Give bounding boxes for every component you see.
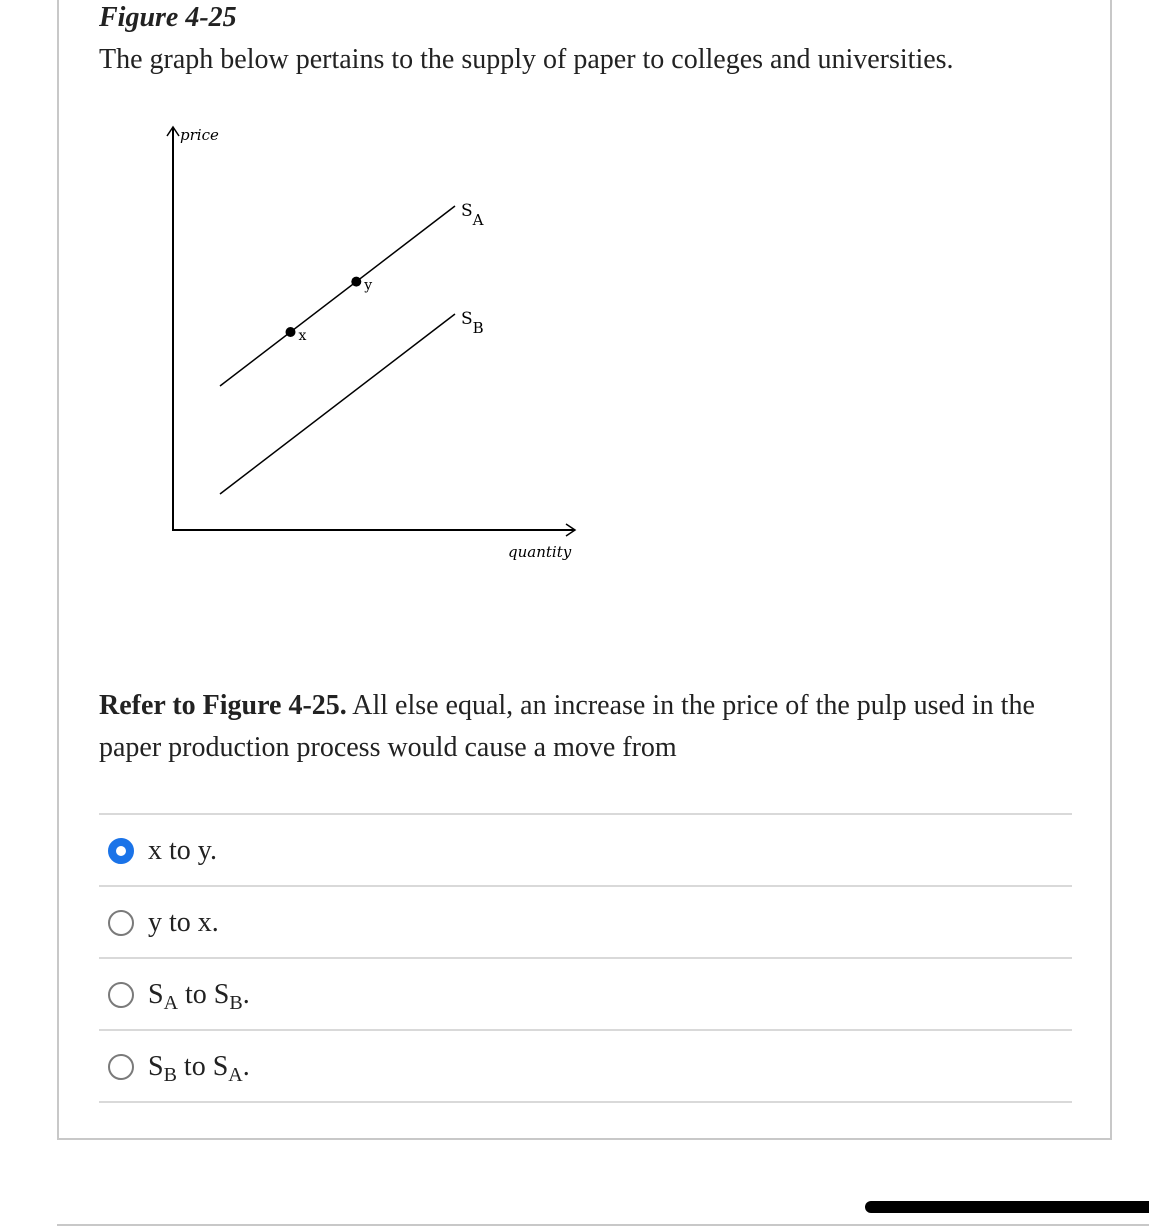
y-axis-label: price xyxy=(180,126,219,144)
answer-option-label: x to y. xyxy=(148,835,217,866)
radio-unselected[interactable] xyxy=(108,982,134,1008)
figure-title: Figure 4-25 xyxy=(99,2,237,33)
question-text xyxy=(99,685,1059,769)
point-y xyxy=(351,277,361,287)
answer-option[interactable] xyxy=(99,887,1072,959)
answer-option-label: $S_B$ to $S_A$. xyxy=(148,1051,250,1086)
supply-curve-a xyxy=(220,206,455,386)
answer-options xyxy=(99,813,1072,1103)
supply-graph xyxy=(150,110,610,580)
point-label-y: y xyxy=(364,277,373,294)
bottom-divider xyxy=(57,1224,1149,1226)
answer-option[interactable] xyxy=(99,1031,1072,1103)
radio-unselected[interactable] xyxy=(108,1054,134,1080)
question-lead: Refer to Figure 4-25. xyxy=(99,690,347,721)
supply-curve-label-a: SA xyxy=(461,201,484,229)
graph-axes xyxy=(167,126,575,561)
point-label-x: x xyxy=(298,328,307,344)
radio-selected[interactable] xyxy=(108,838,134,864)
answer-option-label: $S_A$ to $S_B$. xyxy=(148,979,250,1014)
points-layer xyxy=(286,277,373,344)
supply-curve-b xyxy=(220,314,455,494)
scrollbar[interactable] xyxy=(865,1201,1149,1213)
supply-curve-label-b: SB xyxy=(461,309,484,337)
x-axis-label: quantity xyxy=(508,543,572,561)
answer-option-label: y to x. xyxy=(148,907,219,938)
answer-option[interactable] xyxy=(99,959,1072,1031)
series-layer xyxy=(220,201,484,494)
answer-option[interactable] xyxy=(99,815,1072,887)
radio-unselected[interactable] xyxy=(108,910,134,936)
question-body: All else equal, an increase in the price of the pulp used in the paper production process would cause a move from xyxy=(99,690,1035,763)
point-x xyxy=(286,327,296,337)
figure-description: The graph below pertains to the supply of paper to colleges and universities. xyxy=(99,44,954,75)
